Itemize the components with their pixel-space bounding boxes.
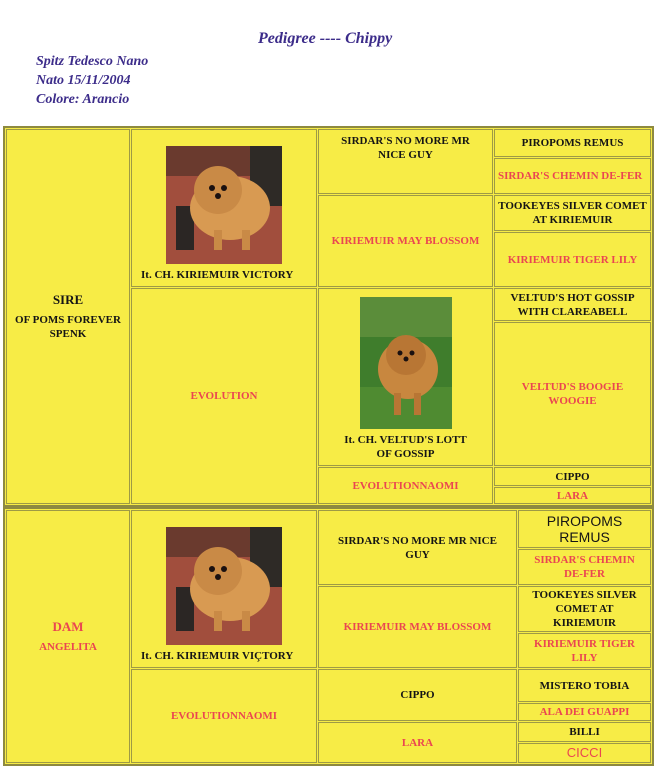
sire-mm-cell: [318, 467, 493, 504]
dam-name: ANGELITA: [39, 640, 97, 653]
dam-mmm-cell: [518, 743, 651, 763]
dam-fff-name: PIROPOMS REMUS: [546, 513, 623, 545]
sire-mmf-cell: [494, 467, 651, 486]
dam-fm-name: KIRIEMUIR MAY BLOSSOM: [343, 621, 492, 633]
sire-fmf-name: TOOKEYES SILVER COMET AT KIRIEMUIR: [498, 200, 647, 226]
dam-mff-cell: [518, 669, 651, 702]
dam-mmf-name: BILLI: [569, 726, 600, 738]
sire-mfm-name: VELTUD'S BOOGIE WOOGIE: [521, 381, 624, 407]
sire-fff-name: PIROPOMS REMUS: [521, 137, 624, 149]
dam-ff-cell: [318, 510, 517, 585]
dam-label: DAM: [52, 618, 84, 634]
sire-mff-cell: [494, 288, 651, 321]
dog-photo-veltuds-lott-of-gossip: [360, 297, 452, 429]
sire-fmm-name: KIRIEMUIR TIGER LILY: [507, 253, 638, 266]
sire-father-name: It. CH. KIRIEMUIR VICTORY: [141, 269, 294, 281]
sire-fmm-cell: [494, 232, 651, 287]
sire-mf-name: It. CH. VELTUD'S LOTT OF GOSSIP: [344, 434, 467, 460]
sire-ff-cell: [318, 129, 493, 194]
sire-mff-name: VELTUD'S HOT GOSSIP WITH CLAREABELL: [510, 291, 635, 318]
sire-ffm-name: SIRDAR'S CHEMIN DE-FER: [498, 170, 643, 182]
sire-mmm-cell: [494, 487, 651, 504]
dam-fff-cell: [518, 510, 651, 548]
sire-fm-cell: [318, 195, 493, 287]
dam-mother-name: EVOLUTIONNAOMI: [170, 710, 278, 722]
page-title: Pedigree ---- Chippy: [258, 30, 393, 47]
sire-mother-name: EVOLUTION: [190, 390, 258, 402]
sire-fmf-cell: [494, 195, 651, 231]
dog-photo-kiriemuir-victory: [166, 146, 282, 264]
dam-fm-cell: [318, 586, 517, 668]
birth-date-line: Nato 15/11/2004: [36, 73, 131, 88]
dam-ffm-cell: [518, 549, 651, 585]
sire-mm-name: EVOLUTIONNAOMI: [352, 479, 459, 492]
dam-fmf-cell: [518, 586, 651, 632]
dam-father-name: It. CH. KIRIEMUIR VIÇTORY: [141, 650, 294, 662]
dam-fmm-name: KIRIEMUIR TIGER LILY: [534, 637, 635, 664]
color-line: Colore: Arancio: [36, 92, 130, 107]
sire-mmm-name: LARA: [556, 489, 589, 502]
sire-ffm-cell: [494, 158, 651, 194]
dog-photo-kiriemuir-victory-2: [166, 527, 282, 645]
dam-father-cell: [131, 510, 317, 668]
dam-mf-name: CIPPO: [400, 689, 435, 701]
sire-cell: [6, 129, 130, 504]
sire-mfm-cell: [494, 322, 651, 466]
sire-ff-name: SIRDAR'S NO MORE MR NICE GUY: [341, 135, 470, 161]
sire-father-cell: [131, 129, 317, 287]
sire-label: SIRE: [52, 291, 84, 307]
dam-mfm-name: ALA DEI GUAPPI: [539, 706, 630, 718]
dam-ffm-name: SIRDAR'S CHEMIN DE-FER: [534, 554, 635, 580]
dam-ff-name: SIRDAR'S NO MORE MR NICE GUY: [338, 534, 497, 561]
dam-mother-cell: [131, 669, 317, 763]
dam-mm-cell: [318, 722, 517, 763]
dam-mm-name: LARA: [401, 736, 434, 749]
sire-fm-name: KIRIEMUIR MAY BLOSSOM: [331, 235, 480, 247]
dam-cell: [6, 510, 130, 763]
breed-line: Spitz Tedesco Nano: [36, 54, 149, 69]
sire-mmf-name: CIPPO: [555, 470, 590, 483]
dam-mfm-cell: [518, 703, 651, 721]
sire-name: OF POMS FOREVER SPENK: [15, 313, 121, 340]
dam-fmm-cell: [518, 633, 651, 668]
dam-mf-cell: [318, 669, 517, 721]
sire-mother-cell: [131, 288, 317, 504]
sire-mf-cell: [318, 288, 493, 466]
sire-fff-cell: [494, 129, 651, 157]
dam-fmf-name: TOOKEYES SILVER COMET AT KIRIEMUIR: [532, 589, 637, 629]
dam-mff-name: MISTERO TOBIA: [539, 679, 630, 692]
dam-mmm-name: CICCI: [566, 745, 603, 760]
dam-mmf-cell: [518, 722, 651, 742]
